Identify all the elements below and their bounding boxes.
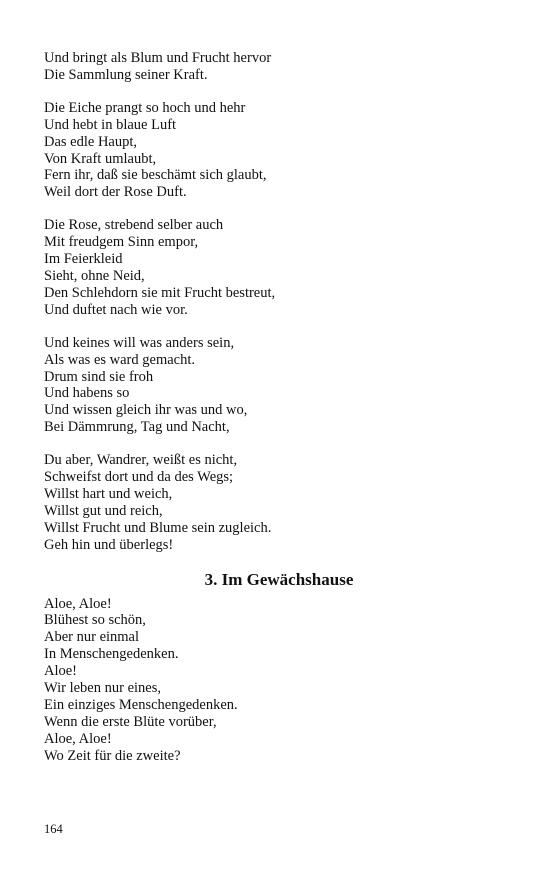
verse-line: Sieht, ohne Neid, <box>44 267 145 284</box>
verse-line: Im Feierkleid <box>44 251 123 268</box>
verse-line: Wo Zeit für die zweite? <box>44 747 181 764</box>
verse-line: Fern ihr, daß sie beschämt sich glaubt, <box>44 167 267 184</box>
verse-line: Und hebt in blaue Luft <box>44 116 177 133</box>
poem-part-2 <box>44 596 514 765</box>
verse-line: Und wissen gleich ihr was und wo, <box>44 402 248 419</box>
verse-line: Du aber, Wandrer, weißt es nicht, <box>44 452 238 469</box>
verse-line: Willst hart und weich, <box>44 485 173 502</box>
stanza <box>44 217 514 318</box>
verse-line: Wir leben nur eines, <box>44 680 161 697</box>
stanza <box>44 100 514 201</box>
verse-line: Aloe! <box>44 663 78 680</box>
verse-line: Den Schlehdorn sie mit Frucht bestreut, <box>44 284 276 301</box>
page-number: 164 <box>44 822 63 836</box>
verse-line: Aloe, Aloe! <box>44 595 112 612</box>
verse-line: In Menschengedenken. <box>44 646 179 663</box>
verse-line: Und habens so <box>44 385 130 402</box>
poem-text <box>44 50 514 781</box>
verse-line: Geh hin und überlegs! <box>44 536 174 553</box>
verse-line: Aber nur einmal <box>44 629 140 646</box>
stanza <box>44 596 514 765</box>
verse-line: Von Kraft umlaubt, <box>44 150 157 167</box>
verse-line: Willst gut und reich, <box>44 502 163 519</box>
verse-line: Weil dort der Rose Duft. <box>44 184 187 201</box>
verse-line: Willst Frucht und Blume sein zugleich. <box>44 519 272 536</box>
verse-line: Aloe, Aloe! <box>44 730 112 747</box>
verse-line: Bei Dämmrung, Tag und Nacht, <box>44 419 230 436</box>
stanza <box>44 335 514 436</box>
verse-line: Das edle Haupt, <box>44 133 138 150</box>
verse-line: Mit freudgem Sinn empor, <box>44 234 199 251</box>
stanza <box>44 452 514 553</box>
verse-line: Und duftet nach wie vor. <box>44 301 188 318</box>
verse-line: Die Sammlung seiner Kraft. <box>44 66 208 83</box>
stanza <box>44 50 514 84</box>
verse-line: Die Rose, strebend selber auch <box>44 217 224 234</box>
verse-line: Blühest so schön, <box>44 612 146 629</box>
verse-line: Schweifst dort und da des Wegs; <box>44 469 234 486</box>
poem-part-1 <box>44 50 514 554</box>
verse-line: Drum sind sie froh <box>44 368 154 385</box>
verse-line: Wenn die erste Blüte vorüber, <box>44 713 217 730</box>
section-heading: 3. Im Gewächshause <box>204 569 354 589</box>
verse-line: Ein einziges Menschengedenken. <box>44 697 238 713</box>
verse-line: Und keines will was anders sein, <box>44 334 235 351</box>
verse-line: Als was es ward gemacht. <box>44 351 195 368</box>
verse-line: Die Eiche prangt so hoch und hehr <box>44 99 246 116</box>
verse-line: Und bringt als Blum und Frucht hervor <box>44 50 272 66</box>
